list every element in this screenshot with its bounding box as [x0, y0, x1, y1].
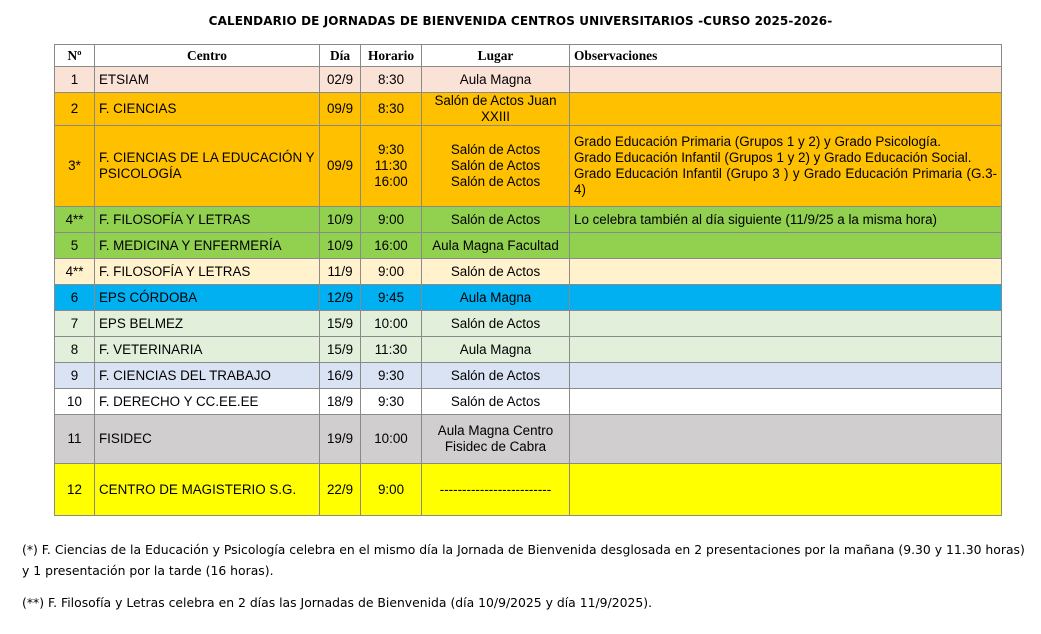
cell-centro: EPS CÓRDOBA — [95, 285, 320, 311]
cell-horario-line: 9:00 — [377, 211, 405, 227]
cell-lugar-line: Aula Magna — [459, 289, 532, 305]
cell-horario-line: 16:00 — [374, 237, 408, 253]
footnote-two: (**) F. Filosofía y Letras celebra en 2 días las Jornadas de Bienvenida (día 10/9/2025 y día 11/9/2025). — [22, 595, 653, 610]
cell-dia: 11/9 — [320, 259, 361, 285]
table-header-row — [55, 45, 1002, 67]
cell-lugar-line: Aula Magna Facultad — [432, 237, 559, 253]
cell-lugar — [422, 363, 570, 389]
cell-num: 9 — [55, 363, 95, 389]
cell-horario-line: 16:00 — [374, 174, 408, 189]
cell-observaciones — [570, 389, 1002, 415]
cell-lugar — [422, 93, 570, 126]
cell-lugar — [422, 464, 570, 516]
cell-num: 6 — [55, 285, 95, 311]
cell-horario — [361, 67, 422, 93]
cell-num: 3* — [55, 126, 95, 207]
header-num: Nº — [55, 45, 95, 67]
cell-dia: 15/9 — [320, 311, 361, 337]
cell-observaciones-line: Lo celebra también al día siguiente (11/9/25 a la misma hora) — [574, 211, 937, 227]
cell-lugar-line: Salón de Actos — [450, 315, 541, 331]
cell-num: 8 — [55, 337, 95, 363]
cell-dia: 12/9 — [320, 285, 361, 311]
cell-num: 10 — [55, 389, 95, 415]
cell-lugar-line: Salón de Actos — [450, 174, 541, 189]
cell-dia: 15/9 — [320, 337, 361, 363]
cell-horario-line: 11:30 — [374, 158, 408, 173]
table-row — [55, 207, 1002, 233]
cell-lugar-line: Aula Magna — [459, 341, 532, 357]
cell-num: 1 — [55, 67, 95, 93]
cell-centro: F. CIENCIAS DE LA EDUCACIÓN Y PSICOLOGÍA — [95, 126, 320, 207]
calendar-table — [54, 44, 1002, 516]
header-centro: Centro — [95, 45, 320, 67]
cell-centro: F. VETERINARIA — [95, 337, 320, 363]
table-row — [55, 363, 1002, 389]
cell-horario — [361, 233, 422, 259]
cell-lugar — [422, 233, 570, 259]
table-body — [55, 67, 1002, 516]
cell-horario — [361, 126, 422, 207]
header-dia: Día — [320, 45, 361, 67]
cell-observaciones-line: Grado Educación Infantil (Grupo 3 ) y Grado Educación Primaria (G.3-4) — [574, 166, 997, 197]
cell-centro: CENTRO DE MAGISTERIO S.G. — [95, 464, 320, 516]
cell-observaciones — [570, 126, 1002, 207]
cell-horario-line: 11:30 — [374, 341, 408, 357]
cell-dia: 09/9 — [320, 126, 361, 207]
cell-horario-line: 8:30 — [377, 101, 405, 116]
cell-horario — [361, 259, 422, 285]
cell-dia: 19/9 — [320, 415, 361, 464]
cell-lugar — [422, 389, 570, 415]
cell-observaciones — [570, 207, 1002, 233]
cell-horario — [361, 93, 422, 126]
cell-dia: 10/9 — [320, 207, 361, 233]
cell-num: 5 — [55, 233, 95, 259]
cell-num: 4** — [55, 259, 95, 285]
cell-horario-line: 10:00 — [374, 315, 408, 331]
cell-num: 2 — [55, 93, 95, 126]
cell-dia: 10/9 — [320, 233, 361, 259]
cell-lugar-line: Salón de Actos — [450, 367, 541, 383]
table-row — [55, 389, 1002, 415]
cell-centro: F. CIENCIAS DEL TRABAJO — [95, 363, 320, 389]
cell-horario — [361, 363, 422, 389]
cell-centro: F. FILOSOFÍA Y LETRAS — [95, 259, 320, 285]
cell-horario-line: 9:30 — [377, 142, 405, 157]
cell-centro: F. MEDICINA Y ENFERMERÍA — [95, 233, 320, 259]
table-row — [55, 93, 1002, 126]
cell-num: 4** — [55, 207, 95, 233]
cell-centro: ETSIAM — [95, 67, 320, 93]
cell-num: 7 — [55, 311, 95, 337]
cell-lugar-line: Salón de Actos — [450, 263, 541, 279]
cell-dia: 02/9 — [320, 67, 361, 93]
cell-lugar — [422, 207, 570, 233]
header-horario: Horario — [361, 45, 422, 67]
table-row — [55, 337, 1002, 363]
document-title: CALENDARIO DE JORNADAS DE BIENVENIDA CENTROS UNIVERSITARIOS -CURSO 2025-2026- — [208, 14, 833, 28]
cell-horario — [361, 389, 422, 415]
cell-horario — [361, 415, 422, 464]
cell-horario-line: 9:00 — [377, 481, 405, 497]
cell-lugar — [422, 285, 570, 311]
cell-horario — [361, 207, 422, 233]
cell-horario-line: 9:30 — [377, 367, 405, 383]
cell-lugar — [422, 126, 570, 207]
footnote-one: (*) F. Ciencias de la Educación y Psicología celebra en el mismo día la Jornada de Bienvenida desglosada en 2 presentaciones por la mañana (9.30 y 11.30 horas) y 1 presentación por la tarde (16 horas). — [22, 542, 1025, 578]
table-row — [55, 285, 1002, 311]
cell-lugar — [422, 415, 570, 464]
cell-horario-line: 9:00 — [377, 263, 405, 279]
cell-lugar — [422, 259, 570, 285]
cell-observaciones — [570, 67, 1002, 93]
cell-horario — [361, 311, 422, 337]
cell-horario-line: 10:00 — [374, 431, 408, 446]
cell-lugar-line: Salón de Actos — [450, 393, 541, 409]
cell-lugar-line: Aula Magna — [459, 71, 532, 87]
cell-horario-line: 9:30 — [377, 393, 405, 409]
table-row — [55, 415, 1002, 464]
cell-centro: F. DERECHO Y CC.EE.EE — [95, 389, 320, 415]
cell-centro: EPS BELMEZ — [95, 311, 320, 337]
cell-lugar — [422, 337, 570, 363]
cell-observaciones — [570, 415, 1002, 464]
cell-centro: F. FILOSOFÍA Y LETRAS — [95, 207, 320, 233]
cell-lugar-line: Salón de Actos — [450, 158, 541, 173]
header-lugar: Lugar — [422, 45, 570, 67]
cell-dia: 18/9 — [320, 389, 361, 415]
cell-observaciones — [570, 233, 1002, 259]
cell-horario-line: 9:45 — [377, 289, 405, 305]
cell-observaciones — [570, 259, 1002, 285]
cell-observaciones — [570, 311, 1002, 337]
cell-observaciones — [570, 363, 1002, 389]
cell-lugar-line: Salón de Actos Juan XXIII — [434, 93, 557, 124]
table-row — [55, 126, 1002, 207]
table-row — [55, 464, 1002, 516]
cell-horario — [361, 337, 422, 363]
cell-centro: FISIDEC — [95, 415, 320, 464]
table-row — [55, 311, 1002, 337]
header-observaciones: Observaciones — [570, 45, 1002, 67]
cell-lugar-line: ------------------------- — [439, 481, 552, 497]
cell-lugar — [422, 311, 570, 337]
cell-observaciones — [570, 464, 1002, 516]
cell-observaciones — [570, 93, 1002, 126]
cell-horario — [361, 464, 422, 516]
cell-observaciones-line: Grado Educación Infantil (Grupos 1 y 2) y Grado Educación Social. — [574, 150, 972, 165]
cell-horario-line: 8:30 — [377, 71, 405, 87]
cell-centro: F. CIENCIAS — [95, 93, 320, 126]
table-row — [55, 67, 1002, 93]
cell-lugar — [422, 67, 570, 93]
cell-lugar-line: Aula Magna Centro Fisidec de Cabra — [437, 423, 554, 454]
table-row — [55, 233, 1002, 259]
cell-dia: 22/9 — [320, 464, 361, 516]
cell-num: 11 — [55, 415, 95, 464]
cell-observaciones-line: Grado Educación Primaria (Grupos 1 y 2) y Grado Psicología. — [574, 134, 941, 149]
cell-dia: 09/9 — [320, 93, 361, 126]
cell-lugar-line: Salón de Actos — [450, 211, 541, 227]
cell-horario — [361, 285, 422, 311]
cell-num: 12 — [55, 464, 95, 516]
table-row — [55, 259, 1002, 285]
cell-observaciones — [570, 337, 1002, 363]
cell-lugar-line: Salón de Actos — [450, 142, 541, 157]
cell-dia: 16/9 — [320, 363, 361, 389]
cell-observaciones — [570, 285, 1002, 311]
